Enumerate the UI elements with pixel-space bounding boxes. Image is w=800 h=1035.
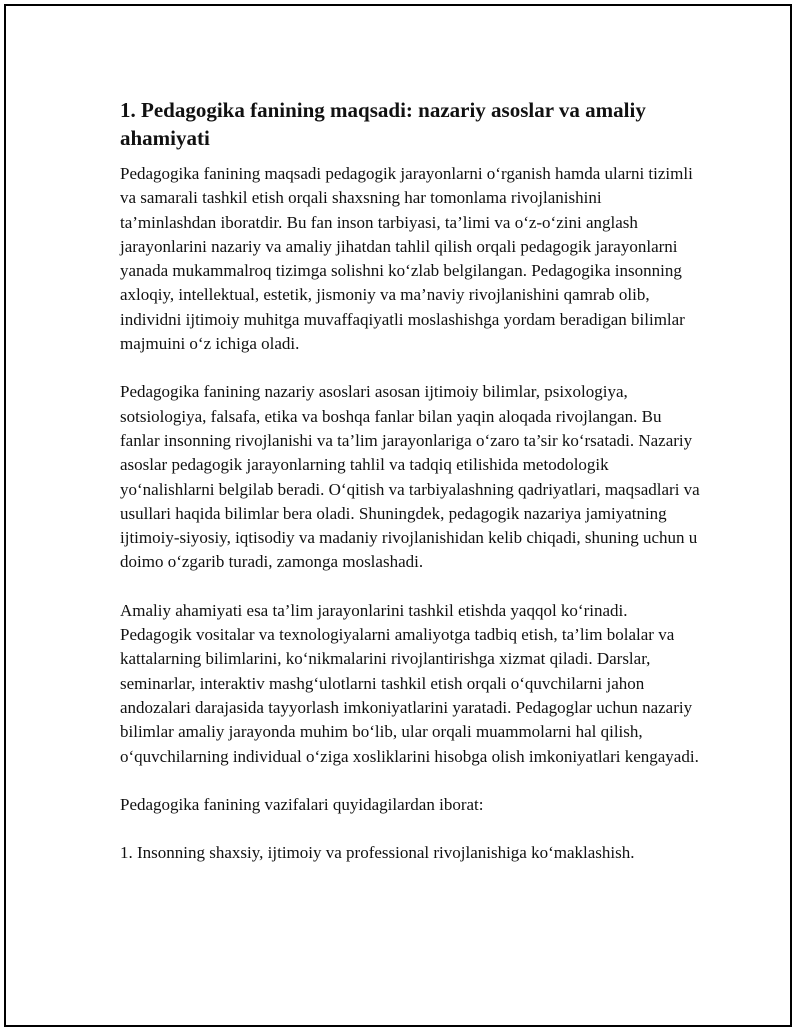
document-body [120,96,700,889]
paragraph-theoretical-foundations: Pedagogika fanining nazariy asoslari asosan ijtimoiy bilimlar, psixologiya, sotsiologiya, falsafa, etika va boshqa fanlar bilan yaqin aloqada rivojlangan. Bu fanlar insonning rivojlanishi va ta’lim jarayonlariga o‘zaro ta’sir ko‘rsatadi. Nazariy asoslar pedagogik jarayonlarning tahlil va tadqiq etilishida metodologik yo‘nalishlarni belgilab beradi. O‘qitish va tarbiyalashning qadriyatlari, maqsadlari va usullari haqida bilimlar bera oladi. Shuningdek, pedagogik nazariya jamiyatning ijtimoiy-siyosiy, iqtisodiy va madaniy rivojlanishidan kelib chiqadi, shuning uchun u doimo o‘zgarib turadi, zamonga moslashadi. [120,382,700,572]
list-item-task-1: 1. Insonning shaxsiy, ijtimoiy va professional rivojlanishiga ko‘maklashish. [120,843,635,863]
section-heading: 1. Pedagogika fanining maqsadi: nazariy asoslar va amaliy ahamiyati [120,98,646,150]
paragraph-practical-importance: Amaliy ahamiyati esa ta’lim jarayonlarini tashkil etishda yaqqol ko‘rinadi. Pedagogik vositalar va texnologiyalarni amaliyotga tadbiq etish, ta’lim bolalar va kattalarning bilimlarini, ko‘nikmalarini rivojlantirishga xizmat qiladi. Darslar, seminarlar, interaktiv mashg‘ulotlarni tashkil etish orqali o‘quvchilarni jahon andozalari darajasida tayyorlash imkoniyatlarini yaratadi. Pedagoglar uchun nazariy bilimlar amaliy jarayonda muhim bo‘lib, ular orqali muammolarni hal qilish, o‘quvchilarning individual o‘ziga xosliklarini hisobga olish imkoniyatlari kengayadi. [120,600,699,766]
page-frame [4,4,792,1027]
paragraph-purpose: Pedagogika fanining maqsadi pedagogik jarayonlarni o‘rganish hamda ularni tizimli va samarali tashkil etish orqali shaxsning har tomonlama rivojlanishini ta’minlashdan iboratdir. Bu fan inson tarbiyasi, ta’limi va o‘z-o‘zini anglash jarayonlarini nazariy va amaliy jihatdan tahlil qilish orqali pedagogik jarayonlarni yanada mukammalroq tizimga solishni ko‘zlab belgilangan. Pedagogika insonning axloqiy, intellektual, estetik, jismoniy va ma’naviy rivojlanishini qamrab olib, individni ijtimoiy muhitga muvaffaqiyatli moslashishga yordam beradigan bilimlar majmuini o‘z ichiga oladi. [120,164,693,354]
paragraph-tasks-intro: Pedagogika fanining vazifalari quyidagilardan iborat: [120,794,484,814]
